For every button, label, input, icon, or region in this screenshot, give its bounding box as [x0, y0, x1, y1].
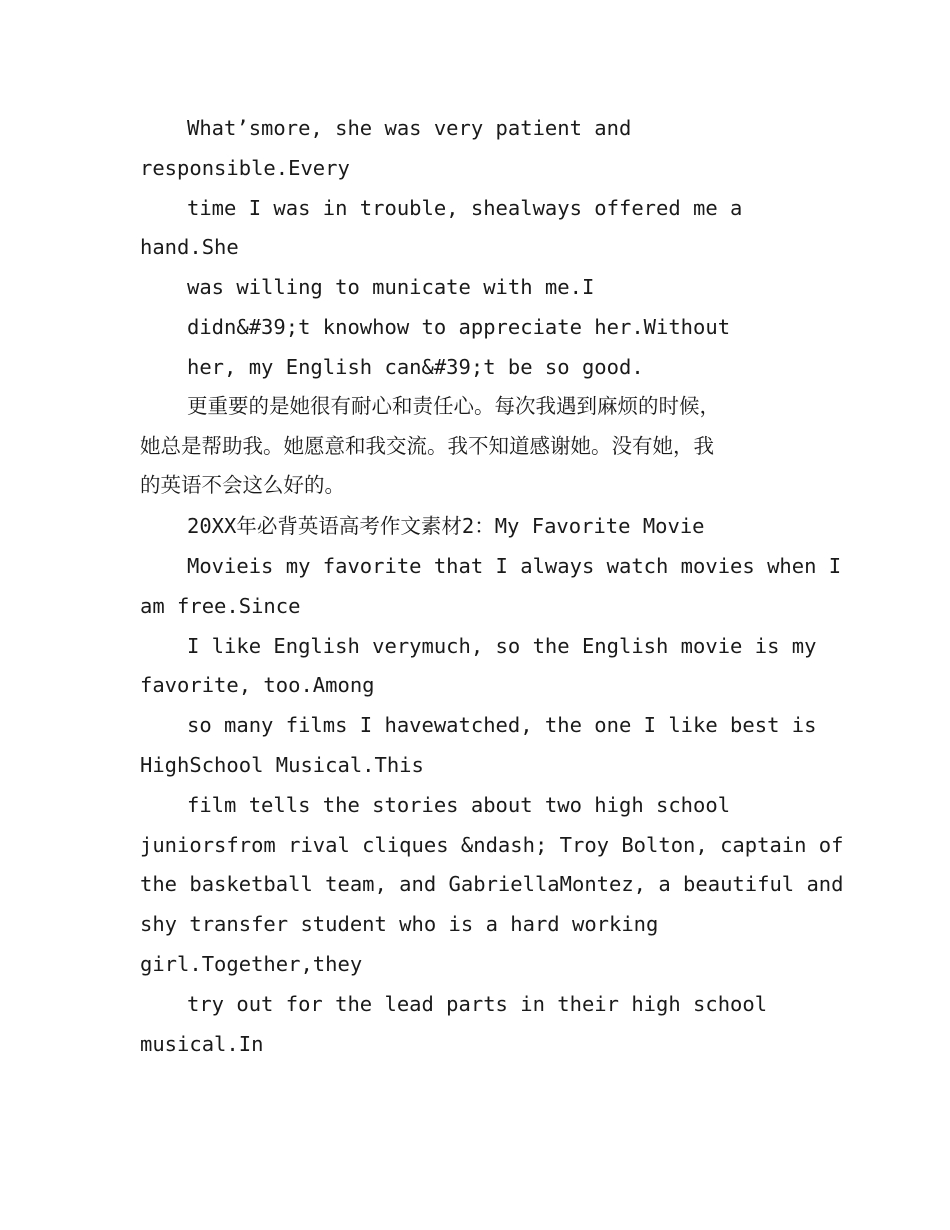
text-line: hand.She	[140, 235, 239, 259]
text-line: HighSchool Musical.This	[140, 753, 424, 777]
text-line: 的英语不会这么好的。	[140, 473, 345, 497]
text-line: was willing to municate with me.I	[187, 275, 595, 299]
text-line: girl.Together,they	[140, 952, 363, 976]
text-line: musical.In	[140, 1032, 264, 1056]
text-line: What’smore, she was very patient and	[187, 116, 632, 140]
text-line: didn&#39;t knowhow to appreciate her.Without	[187, 315, 731, 339]
text-line: film tells the stories about two high school	[187, 793, 731, 817]
text-line: 更重要的是她很有耐心和责任心。每次我遇到麻烦的时候，	[187, 394, 720, 418]
text-line: so many films I havewatched, the one I like best is	[187, 713, 817, 737]
text-line: try out for the lead parts in their high school	[187, 992, 768, 1016]
text-line: juniorsfrom rival cliques &ndash; Troy Bolton, captain of	[140, 833, 844, 857]
text-line: I like English verymuch, so the English movie is my	[187, 634, 817, 658]
text-line: the basketball team, and GabriellaMontez, a beautiful and	[140, 872, 844, 896]
text-line: 她总是帮助我。她愿意和我交流。我不知道感谢她。没有她，我	[140, 434, 714, 458]
text-line: favorite, too.Among	[140, 673, 375, 697]
section-heading: 20XX年必背英语高考作文素材2：My Favorite Movie	[187, 514, 705, 538]
text-line: shy transfer student who is a hard working	[140, 912, 659, 936]
text-line: am free.Since	[140, 594, 301, 618]
text-line: her, my English can&#39;t be so good.	[187, 355, 644, 379]
text-line: responsible.Every	[140, 156, 350, 180]
text-line: time I was in trouble, shealways offered me a	[187, 196, 743, 220]
text-line: Movieis my favorite that I always watch movies when I	[187, 554, 842, 578]
